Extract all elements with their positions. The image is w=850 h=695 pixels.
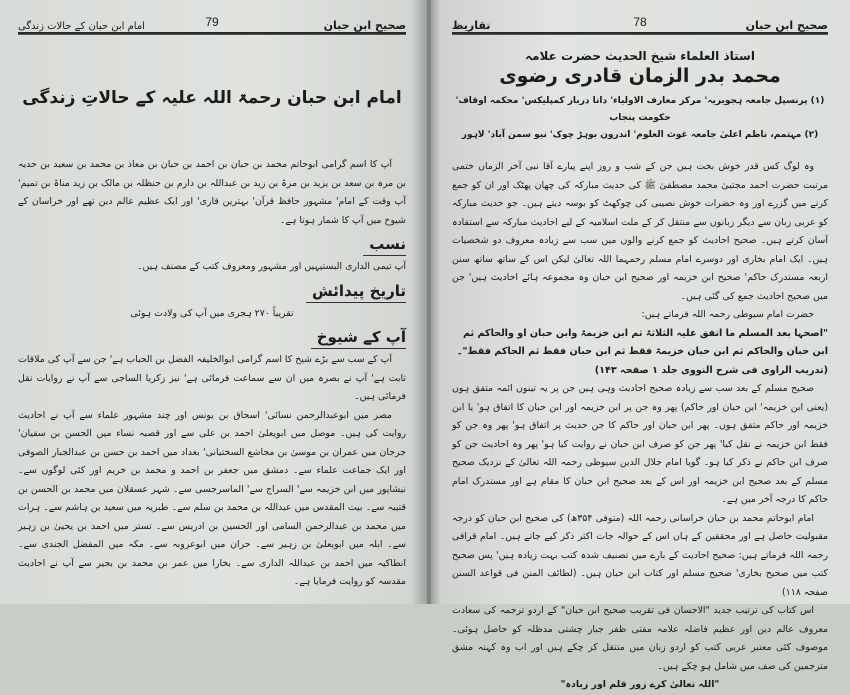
- arabic-quote: "اصحہا بعد المسلم ما اتفق علیہ الثلاثۃ ثم ابن خزیمۃ وابن حبان او والحاکم ثم ابن حبان والحاکم ثم ابن حبان خزیمۃ فقط ثم ابن حبان فقط ثم الحاکم فقط"۔ (تدریب الراوی فی شرح النووی جلد ۱ صفحہ ۱۴۳): [456, 327, 828, 376]
- running-header: [18, 4, 406, 32]
- foreword-paragraph: اس کتاب کی ترتیب جدید "الاحسان فی تقریب صحیح ابن حبان" کے اردو ترجمہ کی سعادت معروف عالم دین اور عظیم فاضلہ علامہ مفتی ظفر جبار چشتی مدظلہ کو حاصل ہوئی۔ موصوف کئی معتبر عربی کتب کو اردو زبان میں منتقل کر چکے ہیں اور اب وہ کہنہ مشق مترجمین کی صف میں شامل ہو چکے ہیں۔: [452, 605, 828, 672]
- intro-paragraph: آپ کا اسم گرامی ابوحاتم محمد بن حبان بن احمد بن حبان بن معاذ بن محمد بن سعید بن حدیہ بن مرہ بن سعد بن یزید بن مرۃ بن زید بن عبداللہ بن دارم بن حنظلہ بن مالک بن زید مناۃ بن تمیم' آپ وقت کے امام' مشہور حافظ قرآن' بہترین قاری' اور ایک عظیم عالم دین تھے اور خراسان کے شیوخ میں آپ کا شمار ہوتا ہے۔: [18, 159, 406, 226]
- teachers-paragraph: مصر میں ابوعبدالرحمن نسائی' اسحاق بن یونس اور چند مشہور علماء سے آپ نے احادیث روایت کی ہیں۔ موصل میں ابویعلیٰ احمد بن علی سے اور قصبہ نساء میں الحسن بن سفیان' جرجان میں عمران بن موسیٰ بن مجاشع السختیانی' بغداد میں احمد بن حسن بن عبدالجبار الصوفی اور ایک جماعت علماء سے۔ دمشق میں جعفر بن احمد و محمد بن خریم اور کئی لوگوں سے۔ نیشاپور میں ابن خزیمہ سے' السراج سے' الماسرجسی سے۔ شہر عسقلان میں محمد بن الحسن بن قتیبہ سے۔ بیت المقدس میں عبداللہ بن محمد بن سلم سے۔ طبریہ میں سعید بن ہاشم سے۔ ہرات میں محمد بن عبدالرحمن السامی اور الحسین بن ادریس سے۔ تستر میں احمد بن یحییٰ بن زہیر سے۔ ابلہ میں ابویعلیٰ بن زہیر سے۔ حران میں ابوعروبہ سے۔ مکہ میں المفضل الجندی سے۔ انطاکیہ میں احمد بن عبداللہ الداری سے۔ بخارا میں عمر بن محمد بن بجیر سے آپ نے احادیث مقدسہ کو روایت فرمایا ہے۔: [18, 409, 406, 587]
- section-teachers: [18, 323, 406, 407]
- author-honorific: استاذ العلماء شیخ الحدیث حضرت علامہ: [525, 49, 755, 63]
- author-name: محمد بدر الزمان قادری رضوی: [499, 65, 781, 87]
- foreword-paragraph: صحیح مسلم کے بعد سب سے زیادہ صحیح احادیث وہی ہیں جن پر یہ تینوں ائمہ متفق ہوں (یعنی ابن خزیمہ' ابن حبان اور حاکم) پھر وہ جن پر ابن خزیمہ اور ابن حبان کا اتفاق ہو' یا ابن خزیمہ اور حاکم متفق ہوں۔ پھر ابن حبان اور حاکم کا جن حدیث پر اتفاق ہو' پھر وہ جن کو فقط ابن خزیمہ نے نقل کیا' پھر جن کو صرف ابن حبان نے روایت کیا ہو' پھر وہ احادیث جن کو صرف ابن حاکم نے ذکر کیا ہو۔ گویا امام جلال الدین سیوطی رحمہ اللہ تعالیٰ کے نزدیک صحیح مسلم کے بعد صحیح ابن خزیمہ اور اس کے بعد صحیح ابن حبان کا مقام ہے اور مستدرک امام حاکم کا درجہ آخر میں ہے۔: [452, 383, 828, 505]
- page-number: 78: [633, 15, 647, 29]
- foreword-paragraph: امام ابوحاتم محمد بن حبان خراسانی رحمہ اللہ (متوفی ۳۵۴ھ) کی صحیح ابن حبان کو درجہ مقبولیت حاصل ہے اور محققین کے ہاں اس کے حوالہ جات اکثر ذکر کیے جاتے ہیں۔ امام قرافی رحمہ اللہ فرماتے ہیں: صحیح احادیث کے بارے میں تصنیف شدہ کتب بہت زیادہ ہیں' پس صحیح کتب میں صحیح بخاری' صحیح مسلم اور کتاب ابن حبان ہیں۔ (لطائف المنن فی قواعد السنن صفحہ ۱۱۸): [452, 512, 828, 598]
- section-heading: تاریخ پیدائش: [306, 281, 406, 303]
- section-heading: آپ کے شیوخ: [311, 327, 406, 349]
- chapter-title: امام ابن حبان رحمۃ اللہ علیہ کے حالاتِ زندگی: [22, 88, 402, 108]
- header-rule: [452, 32, 828, 35]
- section-text: آپ کے سب سے بڑے شیخ کا اسم گرامی ابوالخلیفہ الفضل بن الحباب ہے' جن سے آپ کی ملاقات ثابت ہے' آپ نے بصرہ میں ان سے سماعت فرمائی ہے' نیز زکریا الساجی سے آپ نے روایات نقل فرمائی ہیں۔: [18, 354, 406, 402]
- author-affiliation: (۱) پرنسپل جامعہ ہجویریہ' مرکز معارف الاولیاء' داتا دربار کمپلیکس' محکمہ اوقاف' حکومت پنجاب: [455, 96, 825, 123]
- header-book-title: صحیح ابن حبان: [745, 19, 828, 32]
- section-birth-date: [18, 277, 406, 324]
- running-header: [452, 4, 828, 32]
- page-79: [0, 0, 428, 604]
- foreword-paragraph: وہ لوگ کس قدر خوش بخت ہیں جن کے شب و روز اپنے پیارے آقا نبی آخر الزماں ختمی مرتبت حضرت احمد مجتبیٰ محمد مصطفیٰ ﷺ کی حدیث مبارکہ کی چھان پھٹک اور ان کو جمع کرنے میں گزرے اور وہ حضرات خوش نصیبی کی چوکھٹ کو بوسہ دیتے ہیں۔ جو حدیث مبارکہ کو عربی زبان سے دیگر زبانوں سے منتقل کر کے ملت اسلامیہ کے لیے احادیث مبارکہ سے استفادہ آسان کرتے ہیں۔ صحیح احادیث کو جمع کرنے والوں میں سب سے زیادہ معروف دو شخصیات ہیں۔ ایک امام بخاری اور دوسرے امام مسلم رحمہما اللہ تعالیٰ لیکن اس کے ساتھ ساتھ سنن اربعہ مستدرک حاکم' صحیح ابن خزیمہ اور صحیح ابن حبان وہ مجموعہ ہائے احادیث ہیں' جن میں صحیح احادیث جمع کی گئی ہیں۔: [452, 161, 828, 302]
- author-affiliation: (۲) مہتمم، ناظم اعلیٰ جامعہ غوث العلوم' اندرون بوہڑ چوک' نیو سمن آباد' لاہور: [461, 130, 819, 140]
- header-book-title: صحیح ابن حبان: [323, 19, 406, 32]
- section-text: آپ تیمی الداری البستیہیں اور مشہور ومعروف کتب کے مصنف ہیں۔: [136, 261, 406, 272]
- header-rule: [18, 32, 406, 35]
- header-section-title: تقاریظ: [452, 19, 491, 32]
- section-heading: نسب: [363, 234, 406, 256]
- book-gutter: [427, 0, 431, 604]
- closing-prayer: "اللہ تعالیٰ کرے زور قلم اور زیادہ": [560, 679, 720, 690]
- section-text: تقریباً ۲۷۰ ہجری میں آپ کی ولادت ہوئی: [130, 307, 294, 319]
- page-78: [428, 0, 850, 690]
- section-lineage: [18, 230, 406, 277]
- suyuti-intro: حضرت امام سیوطی رحمہ اللہ فرماتے ہیں:: [641, 309, 814, 320]
- page-number: 79: [205, 15, 219, 29]
- header-section-title: امام ابن حبان کے حالات زندگی: [18, 21, 145, 32]
